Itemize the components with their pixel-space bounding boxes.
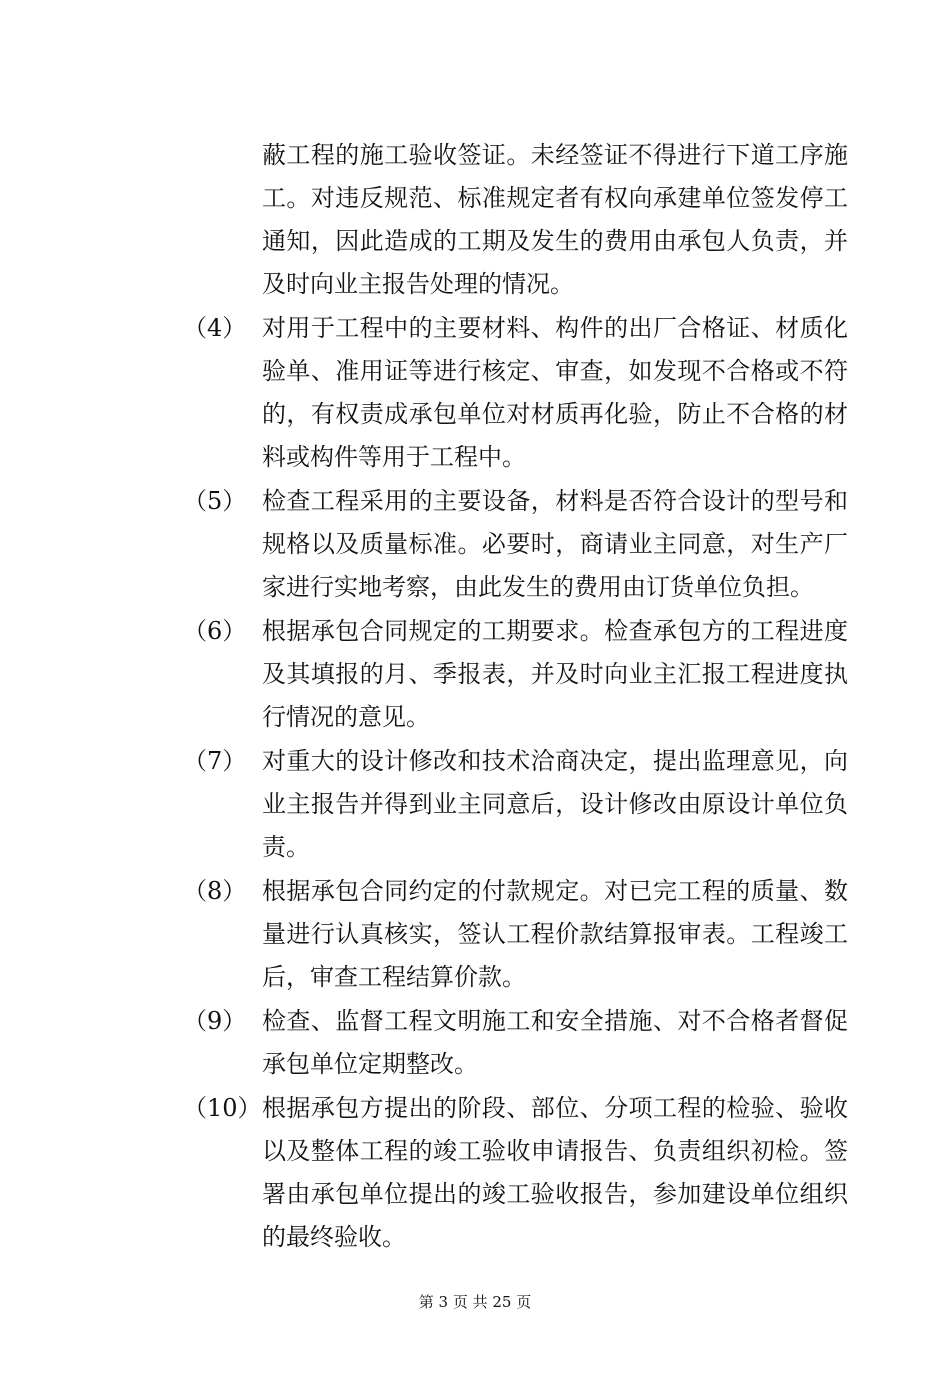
item-number: （7） (183, 747, 247, 775)
item-text: 检查、监督工程文明施工和安全措施、对不合格者督促承包单位定期整改。 (262, 1007, 848, 1078)
item-number: （9） (183, 1007, 247, 1035)
list-item (183, 610, 848, 739)
list-item (183, 1000, 848, 1086)
document-body (183, 134, 848, 1259)
item-number: （8） (183, 877, 247, 905)
item-number: （4） (183, 314, 247, 342)
page-number-label: 第 3 页 共 25 页 (418, 1293, 532, 1311)
item-number: （10） (183, 1094, 262, 1122)
item-number: （6） (183, 617, 247, 645)
continuation-paragraph (183, 134, 848, 306)
list-item (183, 740, 848, 869)
item-text: 根据承包方提出的阶段、部位、分项工程的检验、验收以及整体工程的竣工验收申请报告、负责组织初检。签署由承包单位提出的竣工验收报告，参加建设单位组织的最终验收。 (262, 1094, 848, 1251)
item-text: 对用于工程中的主要材料、构件的出厂合格证、材质化验单、准用证等进行核定、审查，如发现不合格或不符的，有权责成承包单位对材质再化验，防止不合格的材料或构件等用于工程中。 (262, 314, 848, 471)
paragraph-text: 蔽工程的施工验收签证。未经签证不得进行下道工序施工。对违反规范、标准规定者有权向承建单位签发停工通知，因此造成的工期及发生的费用由承包人负责，并及时向业主报告处理的情况。 (262, 141, 848, 298)
list-item (183, 870, 848, 999)
list-item (183, 480, 848, 609)
list-item (183, 307, 848, 479)
item-text: 根据承包合同规定的工期要求。检查承包方的工程进度及其填报的月、季报表，并及时向业主汇报工程进度执行情况的意见。 (262, 617, 848, 731)
list-item (183, 1087, 848, 1259)
item-number: （5） (183, 487, 247, 515)
item-text: 对重大的设计修改和技术洽商决定，提出监理意见，向业主报告并得到业主同意后，设计修改由原设计单位负责。 (262, 747, 848, 861)
item-text: 检查工程采用的主要设备，材料是否符合设计的型号和规格以及质量标准。必要时，商请业主同意，对生产厂家进行实地考察，由此发生的费用由订货单位负担。 (262, 487, 848, 601)
item-text: 根据承包合同约定的付款规定。对已完工程的质量、数量进行认真核实，签认工程价款结算报审表。工程竣工后，审查工程结算价款。 (262, 877, 848, 991)
page-footer (0, 1292, 950, 1312)
